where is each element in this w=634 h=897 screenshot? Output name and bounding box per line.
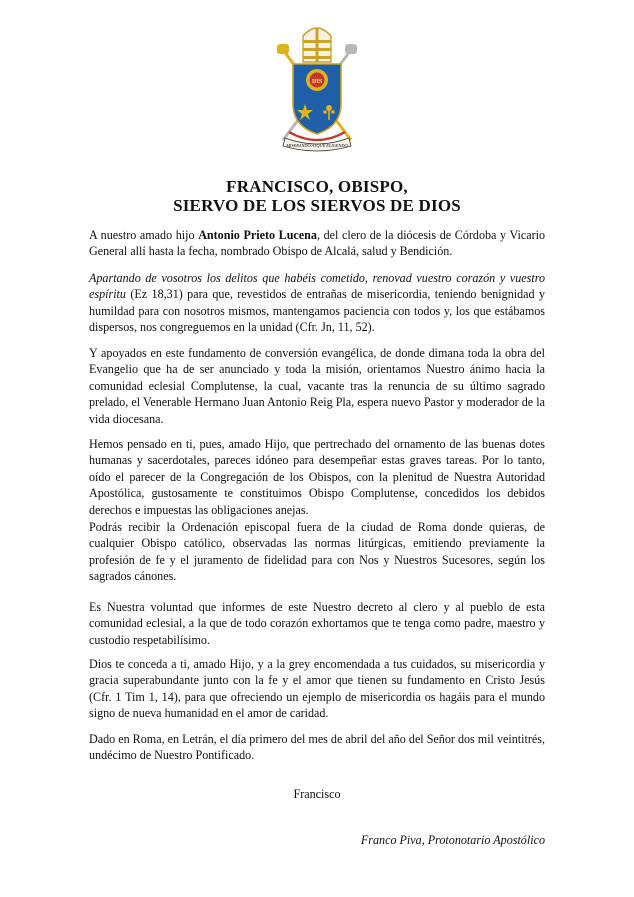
paragraph-foundation: Y apoyados en este fundamento de conversión evangélica, de donde dimana toda la obra del Evangelio que ha de ser anunciado y toda la misión, orientamos Nuestro ánimo hacia la comunidad eclesial Complutense, la cual, vacante tras la renuncia de su último sagrado prelado, el Venerable Hermano Juan Antonio Reig Pla, espera nuevo Pastor y moderador de la vida diocesana.	[89, 346, 545, 426]
sun-emblem-icon	[306, 69, 328, 91]
paragraph-blessing: Dios te conceda a ti, amado Hijo, y a la grey encomendada a tus cuidados, su misericordia y gracia superabundante junto con la fe y el amor que tienen su fundamento en Cristo Jesús (Cfr. 1 Tim 1, 14), para que ofreciendo un ejemplo de misericordia os hagáis para el mundo signo de nueva humanidad en el amor de caridad.	[89, 657, 545, 721]
paragraph-ordination: Podrás recibir la Ordenación episcopal fuera de la ciudad de Roma donde quieras, de cualquier Obispo católico, observadas las normas litúrgicas, emitiendo previamente la profesión de fe y el juramento de fidelidad para con Nos y Nuestros Sucesores, según los sagrados cánones.	[89, 520, 545, 584]
bishop-name: Antonio Prieto Lucena	[198, 228, 317, 242]
document-title-line1: FRANCISCO, OBISPO,	[226, 177, 408, 196]
svg-text:IHS: IHS	[311, 79, 323, 85]
document-title-line2: SIERVO DE LOS SIERVOS DE DIOS	[173, 196, 461, 215]
paragraph-decree: Es Nuestra voluntad que informes de este Nuestro decreto al clero y al pueblo de esta comunidad eclesial, a la que de todo corazón exhortamos que te tenga como padre, maestro y custodio respetabilísimo.	[89, 600, 545, 647]
svg-text:MISERANDO ATQUE ELIGENDO: MISERANDO ATQUE ELIGENDO	[286, 143, 348, 148]
signature: Francisco	[293, 787, 341, 801]
paragraph-addressee: A nuestro amado hijo Antonio Prieto Lucena, del clero de la diócesis de Córdoba y Vicario General allí hasta la fecha, nombrado Obispo de Alcalá, salud y Bendición.	[89, 228, 545, 259]
papal-coat-of-arms	[267, 22, 367, 154]
paragraph-scripture: Apartando de vosotros los delitos que habéis cometido, renovad vuestro corazón y vuestro espíritu (Ez 18,31) para que, revestidos de entrañas de misericordia, teniendo benignidad y humildad para con nosotros mismos, mantengamos paciencia con todos y, los que estábamos dispersos, nos congreguemos en la unidad (Cfr. Jn, 11, 52).	[89, 271, 545, 335]
paragraph-dating: Dado en Roma, en Letrán, el día primero del mes de abril del año del Señor dos mil veintitrés, undécimo de Nuestro Pontificado.	[89, 732, 545, 763]
scripture-quote: Apartando de vosotros los delitos que habéis cometido, renovad vuestro corazón y vuestro espíritu	[89, 271, 545, 302]
notary-signature: Franco Piva, Protonotario Apostólico	[360, 833, 545, 847]
paragraph-appointment: Hemos pensado en ti, pues, amado Hijo, que pertrechado del ornamento de las buenas dotes humanas y sacerdotales, pareces idóneo para desempeñar estas graves tareas. Por lo tanto, oído el parecer de la Congregación de los Obispos, con la plenitud de Nuestra Autoridad Apostólica, gustosamente te constituimos Obispo Complutense, concedidos los debidos derechos e impuestas las obligaciones anejas.	[89, 437, 545, 517]
